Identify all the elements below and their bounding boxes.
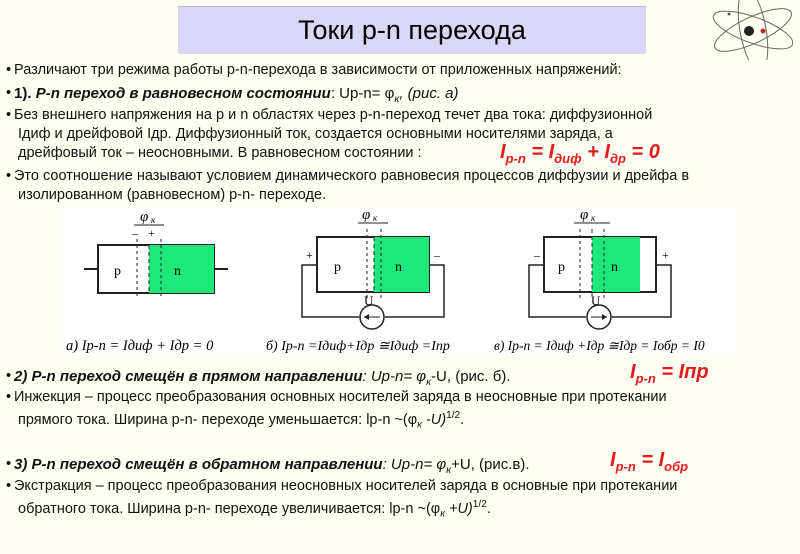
bullet: • <box>6 456 12 472</box>
svg-text:p: p <box>558 260 565 275</box>
bullet: • <box>6 107 12 123</box>
mode-ref: , (рис. а) <box>399 85 459 102</box>
bullet: • <box>6 168 12 184</box>
atom-icon <box>705 0 800 60</box>
forward-bias-formula: $I_{p-n}$ = Iпр <box>630 361 709 386</box>
bullet: • <box>6 478 12 494</box>
svg-text:φ: φ <box>580 207 589 223</box>
caption-a: а) Ip-n = Iдиф + Iдр = 0 <box>66 338 214 354</box>
diagram-b <box>302 207 444 329</box>
injection-line-2: прямого тока. Ширина p-n- переходе уменьшается: lp-n $\sim(\varphi_к$ -U)$^{1/2}$. <box>18 410 465 431</box>
forward-bias-heading: 2) P-n переход смещён в прямом направлении: $Up-n= \varphi_к-U$, (рис. б). <box>14 368 511 388</box>
injection-line-1: Инжекция – процесс преобразования основных носителей заряда в неосновные при протекании <box>14 389 667 405</box>
equilibrium-line-1: Без внешнего напряжения на p и n областях через p-n-переход течет два тока: диффузионной <box>14 107 653 123</box>
svg-text:+: + <box>306 248 313 262</box>
reverse-bias-formula: $I_{p-n} = I_{обр}$ <box>610 449 689 474</box>
mode-title: P-n переход в равновесном состоянии <box>35 85 331 102</box>
svg-text:U: U <box>591 293 601 308</box>
svg-text:U: U <box>364 293 374 308</box>
phi-sub: к <box>394 93 400 105</box>
reverse-bias-heading: 3) P-n переход смещён в обратном направлении: $Up-n= \varphi_к+U$, (рис.в). <box>14 456 530 476</box>
pn-diagrams <box>62 207 735 355</box>
bullet: • <box>6 62 12 78</box>
caption-b: б) Ip-n =Iдиф+Iдр ≅Iдиф =Iпр <box>266 339 450 354</box>
extraction-line-1: Экстракция – процесс преобразования неосновных носителей заряда в основные при протекании <box>14 478 678 494</box>
page-title: Токи p-n перехода <box>178 6 646 54</box>
caption-c: в) Ip-n = Iдиф +Iдр ≅Iдр = Iобр = I0 <box>494 338 705 353</box>
pn-diagrams-panel <box>62 207 735 355</box>
svg-text:+: + <box>148 226 155 240</box>
equilibrium-heading <box>14 85 459 108</box>
dynamic-equilibrium-line-1: Это соотношение называют условием динамического равновесия процессов диффузии и дрейфа в <box>14 168 690 184</box>
svg-text:к: к <box>591 213 596 223</box>
mode-formula: : Up-n= φ <box>330 85 395 102</box>
svg-text:φ: φ <box>362 207 371 223</box>
svg-text:n: n <box>611 260 618 275</box>
svg-text:–: – <box>132 226 138 240</box>
svg-text:–: – <box>434 248 440 262</box>
svg-text:n: n <box>395 260 402 275</box>
bullet: • <box>6 85 12 101</box>
diagram-a <box>84 209 228 299</box>
diagram-c <box>529 207 671 329</box>
svg-text:к: к <box>151 215 156 225</box>
equilibrium-line-2: Iдиф и дрейфовой Iдр. Диффузионный ток, создается основными носителями заряда, а <box>18 126 613 142</box>
equilibrium-formula: $I_{p-n} = I_{диф} + I_{др} = 0$ <box>500 141 660 166</box>
svg-text:+: + <box>662 248 669 262</box>
bullet: • <box>6 368 12 384</box>
equilibrium-line-3: дрейфовый ток – неосновными. В равновесном состоянии : <box>18 145 422 161</box>
mode-number: 1). <box>14 85 36 102</box>
phi-label: φ <box>140 209 149 225</box>
n-label: n <box>174 264 181 279</box>
bullet: • <box>6 389 12 405</box>
svg-text:p: p <box>334 260 341 275</box>
intro-text: Различают три режима работы p-n-перехода в зависимости от приложенных напряжений: <box>14 62 622 78</box>
svg-text:к: к <box>373 213 378 223</box>
extraction-line-2: обратного тока. Ширина p-n- переходе увеличивается: lp-n $\sim(\varphi_к +U)^{1/2}$. <box>18 499 491 520</box>
p-label: p <box>114 264 121 279</box>
dynamic-equilibrium-line-2: изолированном (равновесном) p-n- переходе. <box>18 187 327 203</box>
svg-text:–: – <box>534 248 540 262</box>
